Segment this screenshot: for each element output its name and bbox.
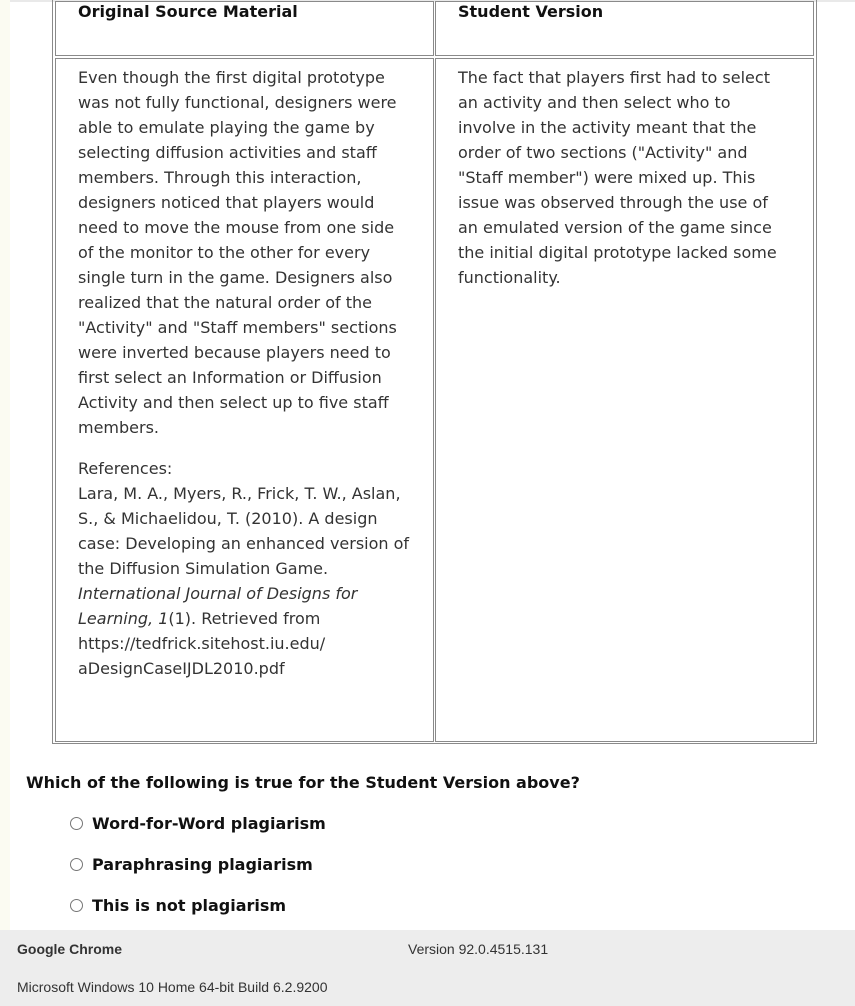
original-source-cell: [55, 58, 434, 742]
text-line: members.: [78, 418, 160, 437]
student-version-text: [458, 65, 797, 290]
comparison-table: [52, 0, 817, 744]
header-original: Original Source Material: [78, 2, 298, 21]
reference-line: Lara, M. A., Myers, R., Frick, T. W., Aslan,: [78, 484, 401, 503]
option-not-plagiarism[interactable]: [70, 896, 286, 915]
header-student: Student Version: [458, 2, 604, 21]
text-line: involve in the activity meant that the: [458, 118, 757, 137]
text-line: "Activity" and "Staff members" sections: [78, 318, 397, 337]
option-word-for-word[interactable]: [70, 814, 326, 833]
student-version-cell: [435, 58, 814, 742]
reference-line: the Diffusion Simulation Game.: [78, 559, 329, 578]
reference-url: aDesignCaseIJDL2010.pdf: [78, 659, 285, 678]
reference-issue: (1). Retrieved from: [168, 609, 321, 628]
option-label[interactable]: Word-for-Word plagiarism: [92, 814, 326, 833]
text-line: Even though the first digital prototype: [78, 68, 385, 87]
header-cell-student: [435, 1, 814, 56]
radio-button[interactable]: [70, 899, 83, 912]
option-paraphrasing[interactable]: [70, 855, 313, 874]
text-line: the initial digital prototype lacked some: [458, 243, 777, 262]
radio-button[interactable]: [70, 817, 83, 830]
browser-version: Version 92.0.4515.131: [408, 941, 549, 957]
text-line: an activity and then select who to: [458, 93, 731, 112]
browser-name: Google Chrome: [17, 941, 123, 957]
os-info: Microsoft Windows 10 Home 64-bit Build 6.2.9200: [17, 979, 328, 995]
text-line: were inverted because players need to: [78, 343, 391, 362]
text-line: "Staff member") were mixed up. This: [458, 168, 756, 187]
text-line: of the monitor to the other for every: [78, 243, 371, 262]
text-line: The fact that players first had to select: [458, 68, 770, 87]
reference-journal: International Journal of Designs for: [78, 584, 358, 603]
option-label[interactable]: This is not plagiarism: [92, 896, 287, 915]
text-line: members. Through this interaction,: [78, 168, 362, 187]
text-line: first select an Information or Diffusion: [78, 368, 382, 387]
text-line: single turn in the game. Designers also: [78, 268, 393, 287]
original-source-text: [78, 65, 417, 681]
text-line: an emulated version of the game since: [458, 218, 772, 237]
text-line: realized that the natural order of the: [78, 293, 372, 312]
left-margin-strip: [0, 0, 10, 930]
reference-line: case: Developing an enhanced version of: [78, 534, 410, 553]
radio-button[interactable]: [70, 858, 83, 871]
text-line: designers noticed that players would: [78, 193, 375, 212]
text-line: order of two sections ("Activity" and: [458, 143, 748, 162]
header-cell-original: [55, 1, 434, 56]
reference-journal-line: [78, 606, 417, 631]
option-label[interactable]: Paraphrasing plagiarism: [92, 855, 313, 874]
text-line: need to move the mouse from one side: [78, 218, 395, 237]
reference-url: https://tedfrick.sitehost.iu.edu/: [78, 634, 326, 653]
text-line: was not fully functional, designers were: [78, 93, 397, 112]
references-title: References:: [78, 459, 173, 478]
text-line: able to emulate playing the game by: [78, 118, 375, 137]
system-info-footer: [0, 930, 855, 1006]
reference-line: S., & Michaelidou, T. (2010). A design: [78, 509, 378, 528]
text-line: issue was observed through the use of: [458, 193, 768, 212]
reference-journal-volume: Learning, 1: [78, 609, 169, 628]
text-line: Activity and then select up to five staff: [78, 393, 389, 412]
text-line: functionality.: [458, 268, 561, 287]
question-text: Which of the following is true for the Student Version above?: [26, 773, 580, 792]
text-line: selecting diffusion activities and staff: [78, 143, 377, 162]
